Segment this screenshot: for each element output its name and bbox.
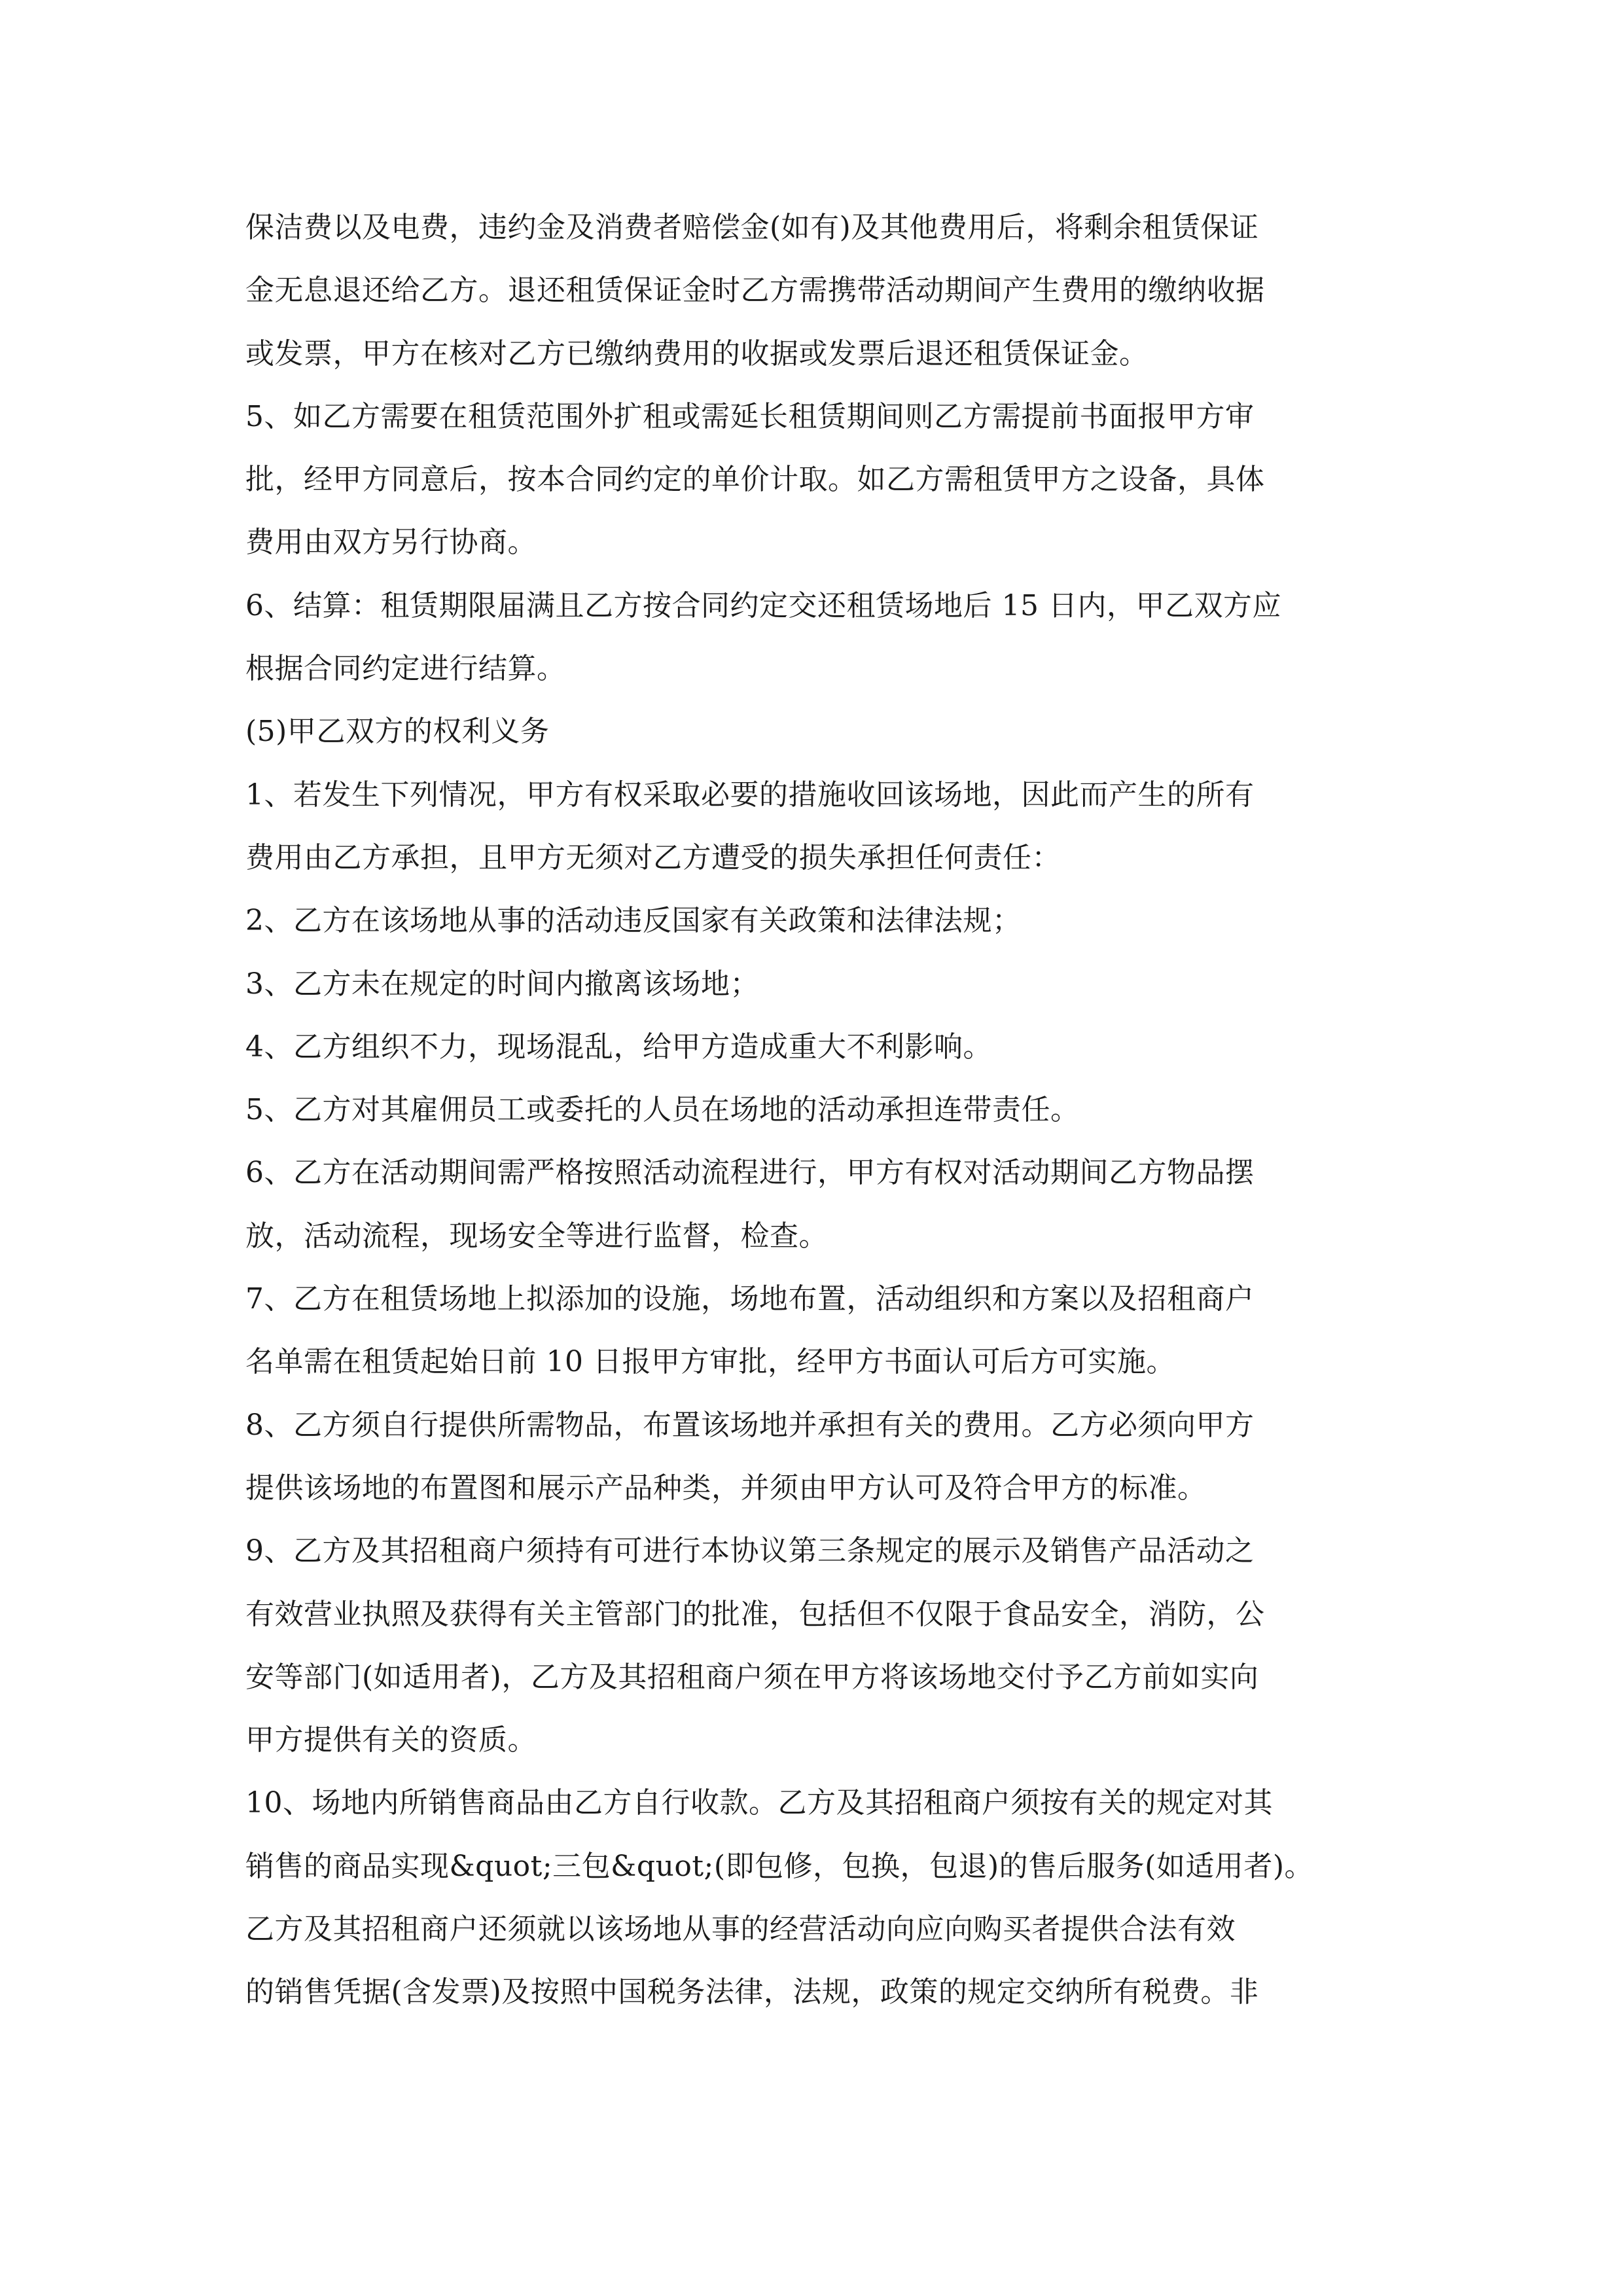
text-line: 名单需在租赁起始日前 10 日报甲方审批，经甲方书面认可后方可实施。 [245,1345,1175,1379]
text-line: 5、如乙方需要在租赁范围外扩租或需延长租赁期间则乙方需提前书面报甲方审 [245,399,1255,433]
section-heading: (5)甲乙双方的权利义务 [245,715,550,749]
text-line: 或发票，甲方在核对乙方已缴纳费用的收据或发票后退还租赁保证金。 [245,336,1149,370]
text-line: 乙方及其招租商户还须就以该场地从事的经营活动向应向购买者提供合法有效 [245,1912,1236,1946]
text-line: 费用由双方另行协商。 [245,526,537,560]
text-line: 8、乙方须自行提供所需物品，布置该场地并承担有关的费用。乙方必须向甲方 [245,1408,1255,1442]
text-line: 甲方提供有关的资质。 [245,1723,537,1757]
text-line: 9、乙方及其招租商户须持有可进行本协议第三条规定的展示及销售产品活动之 [245,1534,1255,1568]
text-line: 金无息退还给乙方。退还租赁保证金时乙方需携带活动期间产生费用的缴纳收据 [245,274,1265,308]
text-line: 3、乙方未在规定的时间内撤离该场地； [245,967,759,1001]
text-line: 费用由乙方承担，且甲方无须对乙方遭受的损失承担任何责任： [245,840,1061,874]
text-line: 放，活动流程，现场安全等进行监督，检查。 [245,1219,828,1253]
text-line: 10、场地内所销售商品由乙方自行收款。乙方及其招租商户须按有关的规定对其 [245,1786,1273,1820]
text-line: 销售的商品实现&quot;三包&quot;(即包修，包换，包退)的售后服务(如适用者)。 [245,1849,1313,1883]
text-line: 提供该场地的布置图和展示产品种类，并须由甲方认可及符合甲方的标准。 [245,1471,1207,1505]
text-line: 的销售凭据(含发票)及按照中国税务法律，法规，政策的规定交纳所有税费。非 [245,1975,1259,2009]
text-line: 4、乙方组织不力，现场混乱，给甲方造成重大不利影响。 [245,1030,992,1064]
text-line: 根据合同约定进行结算。 [245,652,566,686]
text-line: 6、乙方在活动期间需严格按照活动流程进行，甲方有权对活动期间乙方物品摆 [245,1156,1255,1190]
text-line: 6、结算：租赁期限届满且乙方按合同约定交还租赁场地后 15 日内，甲乙双方应 [245,588,1281,622]
text-line: 保洁费以及电费，违约金及消费者赔偿金(如有)及其他费用后，将剩余租赁保证 [245,211,1259,244]
text-line: 2、乙方在该场地从事的活动违反国家有关政策和法律法规； [245,904,1022,938]
text-line: 5、乙方对其雇佣员工或委托的人员在场地的活动承担连带责任。 [245,1093,1080,1127]
document-body [245,196,1397,2024]
text-line: 批，经甲方同意后，按本合同约定的单价计取。如乙方需租赁甲方之设备，具体 [245,463,1265,497]
text-line: 1、若发生下列情况，甲方有权采取必要的措施收回该场地，因此而产生的所有 [245,778,1255,812]
text-line: 7、乙方在租赁场地上拟添加的设施，场地布置，活动组织和方案以及招租商户 [245,1282,1255,1316]
text-line: 安等部门(如适用者)，乙方及其招租商户须在甲方将该场地交付予乙方前如实向 [245,1660,1259,1694]
text-line: 有效营业执照及获得有关主管部门的批准，包括但不仅限于食品安全，消防，公 [245,1597,1265,1631]
